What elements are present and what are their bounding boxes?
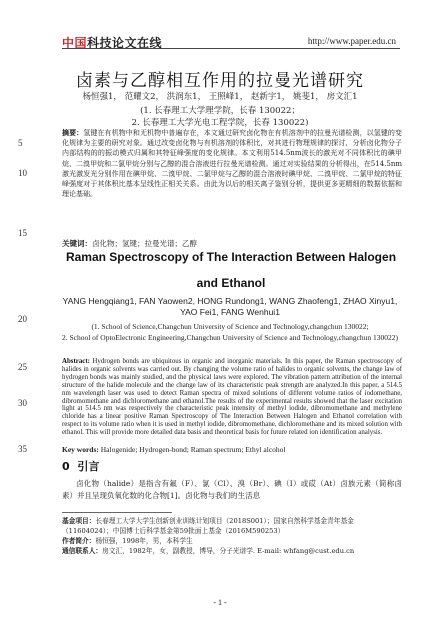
footnote-funding <box>62 516 402 536</box>
abstract-chinese-label: 摘要： <box>62 128 84 137</box>
authors-chinese: 杨恒强1， 范耀文2， 洪润东1， 王照峰1， 赵新宇1， 姚斐1， 房文汇1 <box>82 92 358 102</box>
abstract-chinese-text: 氢键在有机物中和无机物中普遍存在，本文通过研究卤化物在有机溶剂中的拉曼光谱检测，以氢键的变化规律为主要的研究对象。通过改变卤化物与有机溶剂的体积比，对其进行物理规律的探讨，分析卤化物分子内部结构的的振动模式归属和其特征峰强度的变化规律。本文利用514.5nm波长的激光对不同体积比的碘甲烷、二溴甲烷和二氯甲烷分别与乙醇的混合溶液进行拉曼光谱检测。通过对实验结果的分析得出，在514.5nm激光激发光分别作用在碘甲烷、二溴甲烷、二氯甲烷与乙醇的混合溶液时碘甲烷、二溴甲烷、二氯甲烷的特征峰强度对于其体积比基本呈线性正相关关系。由此为以后的相关离子鉴别分析，提供更多更精细的数据依据和理论基础。 <box>62 129 403 199</box>
abstract-chinese <box>62 128 402 199</box>
affiliation-english-2: 2. School of OptoElectronic Engineering,Changchun University of Science and Technology,changchun 130022) <box>61 333 399 342</box>
affiliation-chinese-2: 2. 长春理工大学光电工程学院，长春 130022) <box>131 118 309 128</box>
line-number: 5 <box>18 138 23 148</box>
page-number: - 1 - <box>213 598 227 607</box>
site-url[interactable]: http://www.paper.edu.cn <box>307 36 396 46</box>
abstract-english-label: Abstract: <box>62 358 90 365</box>
line-number: 25 <box>18 362 27 372</box>
footnotes <box>62 516 402 556</box>
line-number: 10 <box>18 168 27 178</box>
title-english: Raman Spectroscopy of The Interaction Between Halogen and Ethanol <box>65 250 397 290</box>
abstract-english-text: Hydrogen bonds are ubiquitous in organic and inorganic materials. In this paper, the Raman spectroscopy of halides in organic solvents was carried out. By changing the volume ratio of halides to organic solvents, the change law of hydrogen bonds was mainly studied, and the physical laws were explored. The vibration pattern attribution of the internal structure of the halide molecule and the change law of its characteristic peak strength are analyzed.In this paper, a 514.5 nm wavelength laser was used to detect Raman spectra of mixed solutions of different volume ratios of iodomethane, dibromomethane and dichloromethane and ethanol.The results of the experimental results showed that the laser excitation light at 514.5 nm was respectively the characteristic peak intensity of methyl iodide, dibromomethane and methylene chloride has a linear positive Raman Spectroscopy of The Interaction Between Halogen and Ethanol correlation with respect to its volume ratio when it is used in methyl iodide, dibromomethane, dichloromethane and its mixed solution with ethanol. This will provide more detailed data basis and theoretical basis for future related ion identification analysis. <box>62 358 402 437</box>
authors-english: YANG Hengqiang1, FAN Yaowen2, HONG Rundong1, WANG Zhaofeng1, ZHAO Xinyu1, YAO Fei1, FANG Wenhui1 <box>62 296 398 317</box>
line-number: 20 <box>18 314 27 324</box>
line-number: 30 <box>18 398 27 408</box>
page-header <box>0 0 440 50</box>
logo-dark-text: 科技论文在线 <box>87 36 163 50</box>
keywords-english <box>62 445 402 454</box>
keywords-chinese-label: 关键词： <box>62 239 92 248</box>
footnote-text: 房文汇，1982年，女，副教授，博导，分子光谱学. E-mail: whfang@cust.edu.cn <box>102 547 355 555</box>
keywords-english-label: Key words: <box>62 445 99 454</box>
line-number: 15 <box>18 228 27 238</box>
footnote-label: 通信联系人： <box>62 547 103 555</box>
footnote-label: 基金项目： <box>62 517 96 525</box>
introduction-paragraph: 卤化物（halide）是指含有氟（F）、氯（Cl）、溴（Br）、碘（I）或砹（At）卤族元素（简称卤素）并且呈现负氧化数的化合物[1]。卤化物与我们的生活息 <box>62 479 402 500</box>
section-title: 引言 <box>77 460 100 473</box>
footnote-label: 作者简介： <box>62 537 96 545</box>
footnote-divider <box>62 512 172 513</box>
title-chinese: 卤素与乙醇相互作用的拉曼光谱研究 <box>76 71 364 91</box>
keywords-chinese-text: 卤化物；氢键；拉曼光谱；乙醇 <box>92 239 197 248</box>
affiliation-english-1: (1. School of Science,Changchun University of Science and Technology,changchun 130022; <box>91 322 369 331</box>
logo-red-text: 中国 <box>62 36 88 50</box>
footnote-text: 长春理工大学大学生创新创业训练计划项目（2018S001）；国家自然科学基金青年基金（11604024）；中国博士后科学基金第59批面上基金（2016M590253） <box>62 517 354 535</box>
affiliation-chinese-1: (1. 长春理工大学理学院，长春 130022； <box>140 106 300 116</box>
abstract-english <box>62 358 402 437</box>
footnote-text: 杨恒强，1998年，男，本科学生 <box>95 537 193 545</box>
footnote-correspondence <box>62 546 402 556</box>
section-number: 0 <box>62 460 70 473</box>
line-number: 35 <box>18 444 27 454</box>
footnote-author-bio <box>62 536 402 546</box>
keywords-english-text: Halogenide; Hydrogen-bond; Raman spectrum; Ethyl alcohol <box>100 445 286 454</box>
section-heading-introduction <box>62 458 99 474</box>
header-rule <box>62 48 400 49</box>
